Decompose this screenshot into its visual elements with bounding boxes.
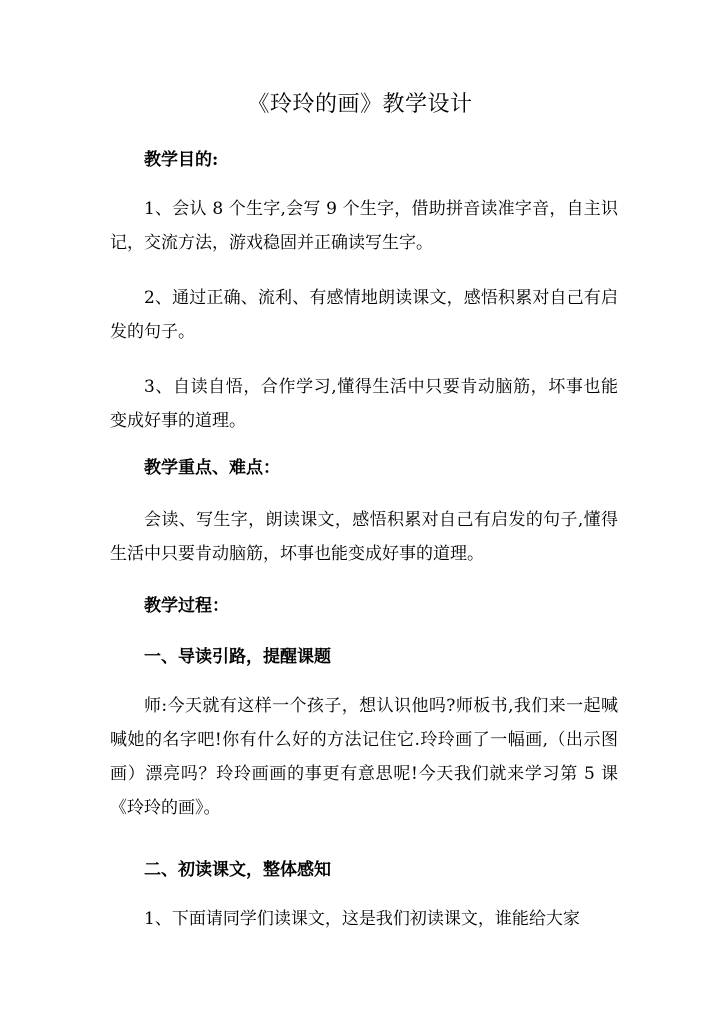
objective-2: 2、通过正确、流利、有感情地朗读课文，感悟积累对自己有启发的句子。 — [110, 288, 618, 342]
step2-heading: 二、初读课文，整体感知 — [144, 860, 331, 880]
step1-heading: 一、导读引路，提醒课题 — [144, 647, 331, 667]
objectives-heading: 教学目的: — [144, 150, 219, 170]
key-points-text: 会读、写生字，朗读课文，感悟积累对自己有启发的句子,懂得生活中只要肯动脑筋，坏事也能变成好事的道理。 — [110, 510, 618, 564]
step1-text: 师:今天就有这样一个孩子，想认识他吗?师板书,我们来一起喊喊她的名字吧!你有什么好的方法记住它.玲玲画了一幅画,（出示图画）漂亮吗？玲玲画画的事更有意思呢!今天我们就来学习第 5 课《玲玲的画》。 — [110, 696, 618, 818]
process-heading: 教学过程： — [144, 596, 229, 616]
step2-item1: 1、下面请同学们读课文，这是我们初读课文，谁能给大家 — [144, 909, 580, 929]
objective-3: 3、自读自悟，合作学习,懂得生活中只要肯动脑筋，坏事也能变成好事的道理。 — [110, 377, 618, 431]
document-title: 《玲玲的画》教学设计 — [247, 92, 473, 117]
key-points-heading: 教学重点、难点： — [144, 458, 280, 478]
objective-1: 1、会认 8 个生字,会写 9 个生字，借助拼音读准字音，自主识记，交流方法，游戏稳固并正确读写生字。 — [110, 199, 618, 253]
